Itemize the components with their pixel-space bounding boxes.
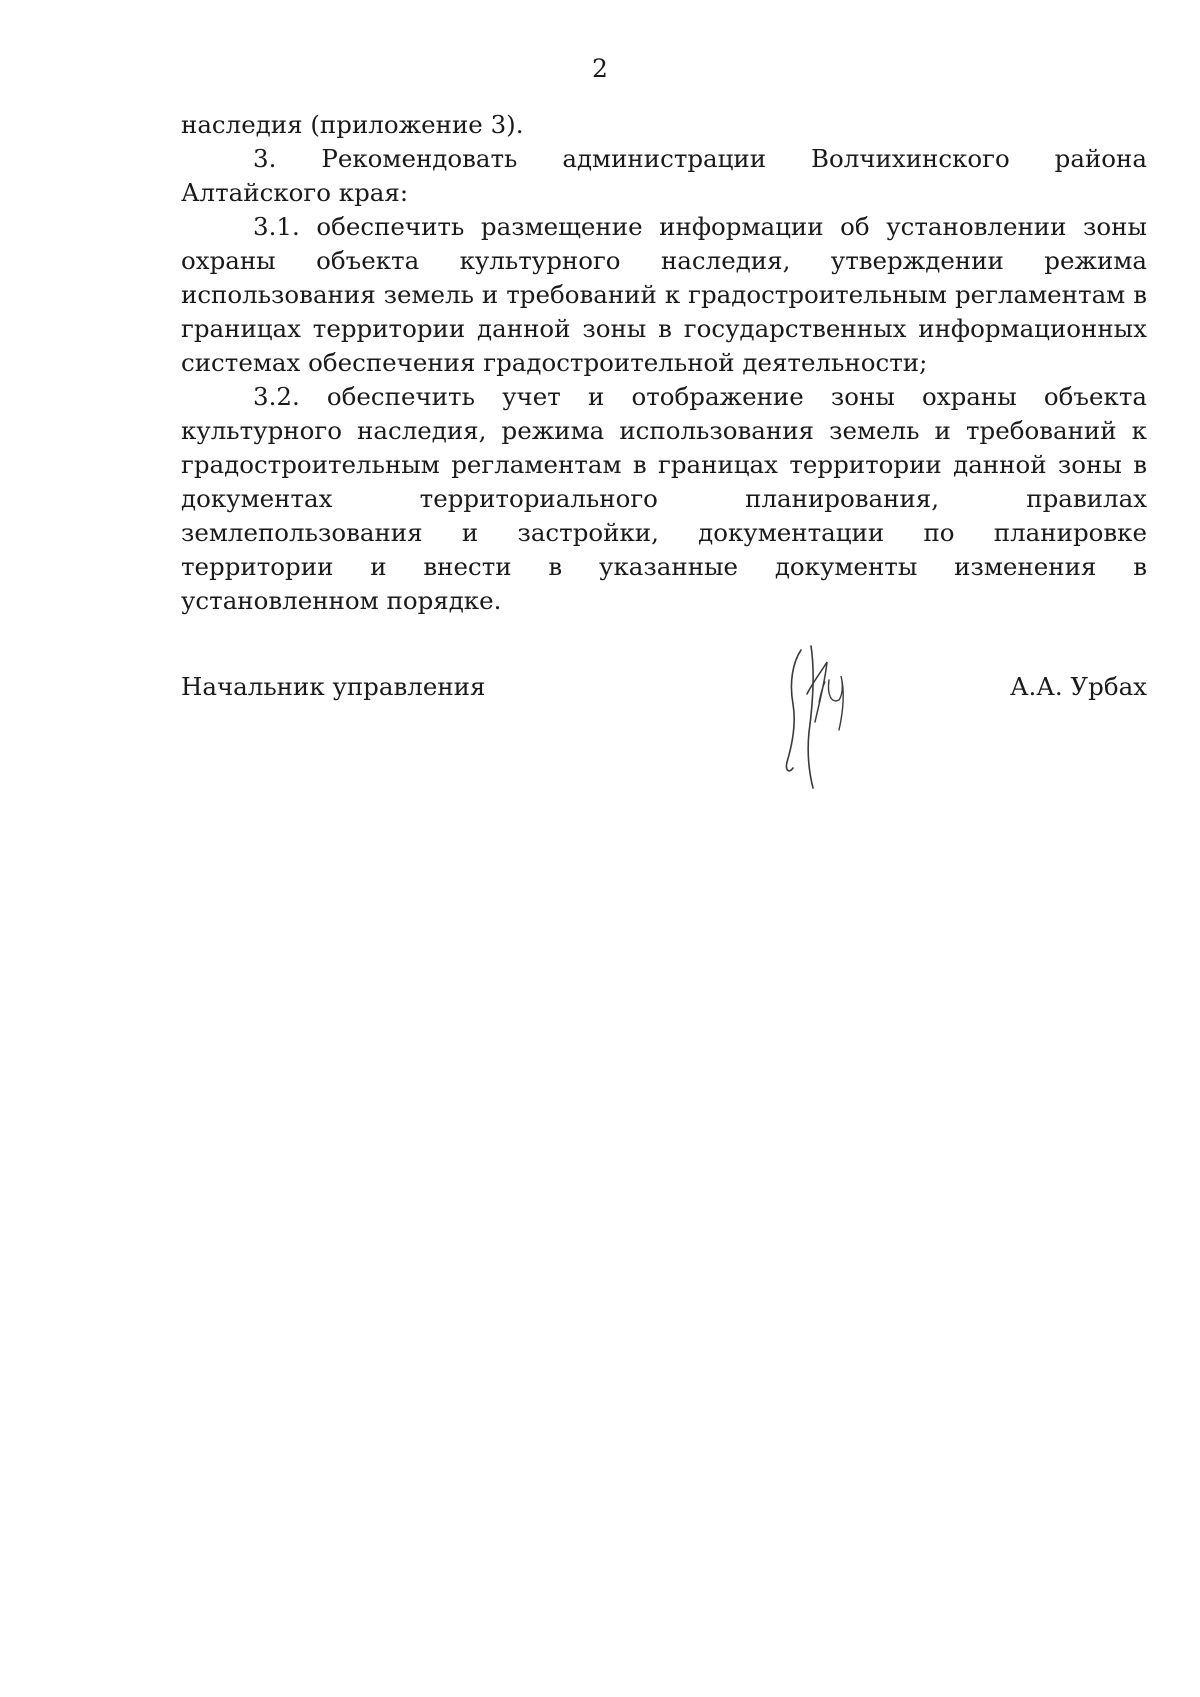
document-body [181, 108, 1147, 618]
paragraph-item-3-1: 3.1. обеспечить размещение информации об установлении зоны охраны объекта культурного наследия, утверждении режима использования земель и требований к градостроительным регламентам в границах территории данной зоны в государственных информационных системах обеспечения градостроительной деятельности; [181, 212, 1147, 377]
signer-name: А.А. Урбах [1009, 672, 1147, 701]
signature-block [181, 670, 1147, 790]
paragraph-item-3-2: 3.2. обеспечить учет и отображение зоны охраны объекта культурного наследия, режима использования земель и требований к градостроительным регламентам в границах территории данной зоны в документах территориального планирования, правилах землепользования и застройки, документации по планировке территории и внести в указанные документы изменения в установленном порядке. [181, 382, 1147, 615]
signer-position: Начальник управления [181, 672, 486, 701]
paragraph-item-3: 3. Рекомендовать администрации Волчихинского района Алтайского края: [181, 144, 1147, 207]
handwritten-signature [763, 642, 873, 792]
paragraph-continuation: наследия (приложение 3). [181, 110, 524, 139]
page-number: 2 [592, 54, 608, 83]
